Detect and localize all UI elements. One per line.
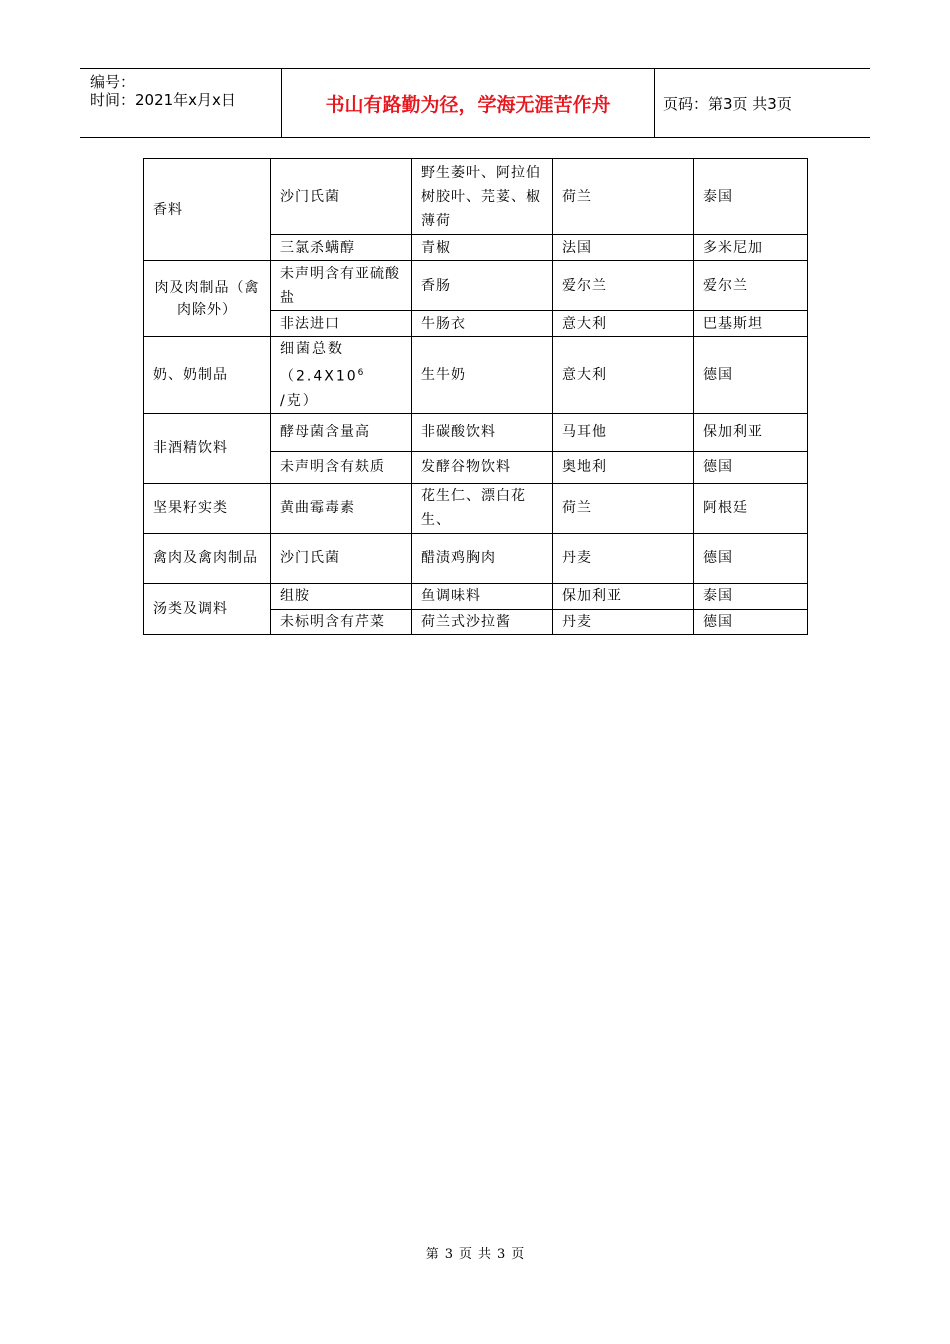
reason-cell: 未声明含有亚硫酸盐: [271, 261, 412, 311]
origin-cell: 丹麦: [553, 533, 694, 583]
product-cell: 荷兰式沙拉酱: [412, 609, 553, 634]
notifier-cell: 爱尔兰: [694, 261, 808, 311]
origin-cell: 保加利亚: [553, 583, 694, 609]
category-cell: 禽肉及禽肉制品: [144, 533, 271, 583]
page-footer: [0, 1246, 950, 1264]
footer-text: 第: [425, 1247, 439, 1262]
product-cell: 非碳酸饮料: [412, 413, 553, 451]
footer-total-pages: 3: [497, 1247, 506, 1262]
origin-cell: 意大利: [553, 337, 694, 414]
table-row: [144, 159, 808, 235]
notifier-cell: 阿根廷: [694, 483, 808, 533]
footer-text: 共: [478, 1247, 492, 1262]
table-row: [144, 337, 808, 414]
reason-cell: 未标明含有芹菜: [271, 609, 412, 634]
product-cell: 醋渍鸡胸肉: [412, 533, 553, 583]
category-cell: 肉及肉制品（禽肉除外）: [144, 261, 271, 337]
footer-text: 页: [511, 1247, 525, 1262]
product-cell: 发酵谷物饮料: [412, 451, 553, 483]
notifier-cell: 多米尼加: [694, 235, 808, 261]
table-row: [144, 261, 808, 311]
page-label: 页码：第3页 共3页: [663, 95, 792, 113]
origin-cell: 奥地利: [553, 451, 694, 483]
reason-cell: 沙门氏菌: [271, 533, 412, 583]
exponent: 6: [357, 368, 366, 378]
reason-cell: 非法进口: [271, 311, 412, 337]
motto: 书山有路勤为径，学海无涯苦作舟: [325, 94, 611, 116]
notifier-cell: 泰国: [694, 583, 808, 609]
footer-current-page: 3: [444, 1247, 453, 1262]
reason-cell: 三氯杀螨醇: [271, 235, 412, 261]
notifier-cell: 保加利亚: [694, 413, 808, 451]
notifier-cell: 泰国: [694, 159, 808, 235]
product-cell: 野生萎叶、阿拉伯树胶叶、芫荽、椒薄荷: [412, 159, 553, 235]
document-header: [80, 68, 870, 138]
category-cell: 奶、奶制品: [144, 337, 271, 414]
time-label: 时间：2021年x月x日: [90, 91, 236, 109]
category-cell: 香料: [144, 159, 271, 261]
product-cell: 牛肠衣: [412, 311, 553, 337]
product-cell: 生牛奶: [412, 337, 553, 414]
product-cell: 鱼调味料: [412, 583, 553, 609]
origin-cell: 马耳他: [553, 413, 694, 451]
number-label: 编号：: [90, 73, 136, 91]
notifier-cell: 德国: [694, 451, 808, 483]
header-left-cell: [80, 69, 282, 137]
category-cell: 非酒精饮料: [144, 413, 271, 483]
origin-cell: 荷兰: [553, 483, 694, 533]
reason-cell: 沙门氏菌: [271, 159, 412, 235]
reason-cell: [271, 337, 412, 414]
header-right-cell: [655, 69, 870, 137]
category-cell: 坚果籽实类: [144, 483, 271, 533]
origin-cell: 法国: [553, 235, 694, 261]
product-cell: 香肠: [412, 261, 553, 311]
reason-text: 细菌总数（2.4X10: [280, 341, 358, 385]
table-row: [144, 583, 808, 609]
reason-cell: 黄曲霉毒素: [271, 483, 412, 533]
category-cell: 汤类及调料: [144, 583, 271, 634]
reason-unit: /克）: [280, 392, 319, 409]
reason-cell: 未声明含有麸质: [271, 451, 412, 483]
header-center-cell: [282, 69, 655, 137]
origin-cell: 意大利: [553, 311, 694, 337]
reason-cell: 酵母菌含量高: [271, 413, 412, 451]
notifier-cell: 德国: [694, 609, 808, 634]
table-row: [144, 533, 808, 583]
origin-cell: 爱尔兰: [553, 261, 694, 311]
notification-table: [143, 158, 808, 635]
table-row: [144, 483, 808, 533]
footer-text: 页: [458, 1247, 472, 1262]
origin-cell: 荷兰: [553, 159, 694, 235]
reason-cell: 组胺: [271, 583, 412, 609]
product-cell: 花生仁、漂白花生、: [412, 483, 553, 533]
notifier-cell: 德国: [694, 533, 808, 583]
table-row: [144, 413, 808, 451]
notifier-cell: 巴基斯坦: [694, 311, 808, 337]
origin-cell: 丹麦: [553, 609, 694, 634]
product-cell: 青椒: [412, 235, 553, 261]
notifier-cell: 德国: [694, 337, 808, 414]
